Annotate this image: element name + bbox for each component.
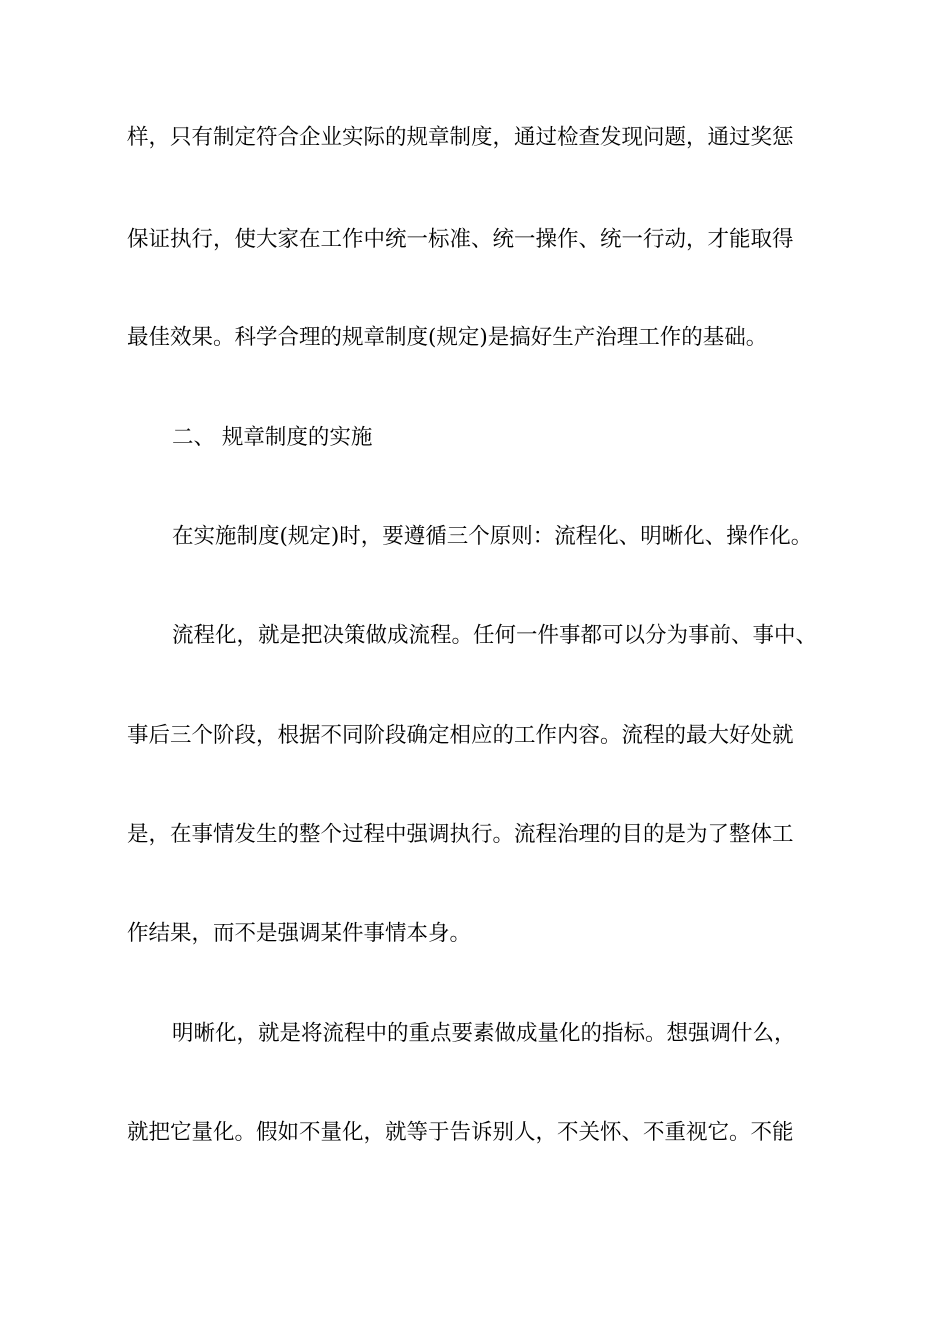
paragraph-line: 明晰化，就是将流程中的重点要素做成量化的指标。想强调什么， [172,1021,796,1046]
paragraph-line: 作结果，而不是强调某件事情本身。 [127,921,472,946]
paragraph-line: 流程化，就是把决策做成流程。任何一件事都可以分为事前、事中、 [172,623,818,648]
section-heading: 二、 规章制度的实施 [172,425,373,450]
paragraph-line: 保证执行，使大家在工作中统一标准、统一操作、统一行动，才能取得 [127,227,794,252]
paragraph-line: 事后三个阶段，根据不同阶段确定相应的工作内容。流程的最大好处就 [127,723,794,748]
paragraph-line: 是，在事情发生的整个过程中强调执行。流程治理的目的是为了整体工 [127,822,794,847]
paragraph-line: 最佳效果。科学合理的规章制度(规定)是搞好生产治理工作的基础。 [127,325,768,350]
paragraph-line: 样，只有制定符合企业实际的规章制度，通过检查发现问题，通过奖惩 [127,125,794,150]
paragraph-line: 在实施制度(规定)时，要遵循三个原则：流程化、明晰化、操作化。 [172,524,813,549]
paragraph-line: 就把它量化。假如不量化，就等于告诉别人，不关怀、不重视它。不能 [127,1120,794,1145]
